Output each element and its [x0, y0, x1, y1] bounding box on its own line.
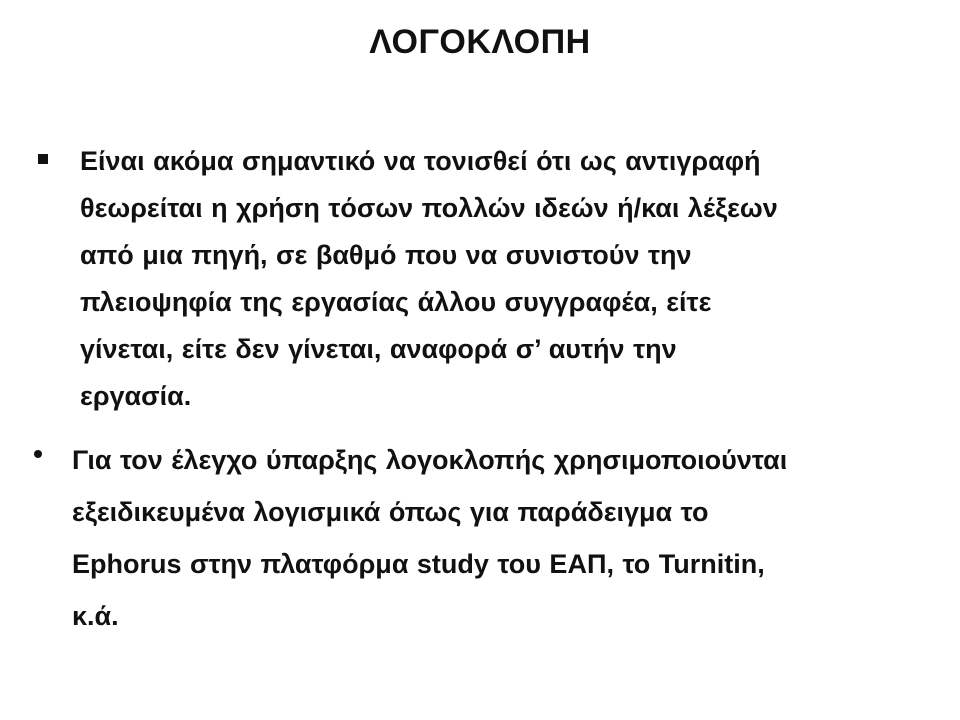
bullet-line: από μια πηγή, σε βαθμό που να συνιστούν την: [80, 240, 692, 270]
bullet-line: εξειδικευμένα λογισμικά όπως για παράδειγμα το: [72, 497, 709, 527]
bullet-line: Ephorus στην πλατφόρμα study του ΕΑΠ, το Turnitin,: [72, 549, 765, 579]
bullet-row: [34, 434, 934, 642]
bullet-line: κ.ά.: [72, 601, 119, 631]
round-bullet-icon: [34, 450, 42, 458]
bullet-line: Είναι ακόμα σημαντικό να τονισθεί ότι ως αντιγραφή: [80, 146, 761, 176]
bullet-row: [34, 138, 934, 420]
bullet-line: πλειοψηφία της εργασίας άλλου συγγραφέα, είτε: [80, 287, 712, 317]
square-bullet-icon: [38, 154, 48, 164]
slide-title: ΛΟΓΟΚΛΟΠΗ: [369, 23, 591, 61]
bullet-text-2: [72, 434, 934, 642]
bullet-line: Για τον έλεγχο ύπαρξης λογοκλοπής χρησιμοποιούνται: [72, 445, 788, 475]
bullet-item-1: [34, 138, 934, 420]
bullet-line: θεωρείται η χρήση τόσων πολλών ιδεών ή/και λέξεων: [80, 193, 778, 223]
bullet-text-1: [80, 138, 934, 420]
bullet-item-2: [34, 434, 934, 642]
bullet-line: γίνεται, είτε δεν γίνεται, αναφορά σ’ αυτήν την: [80, 334, 677, 364]
bullet-line: εργασία.: [80, 381, 192, 411]
